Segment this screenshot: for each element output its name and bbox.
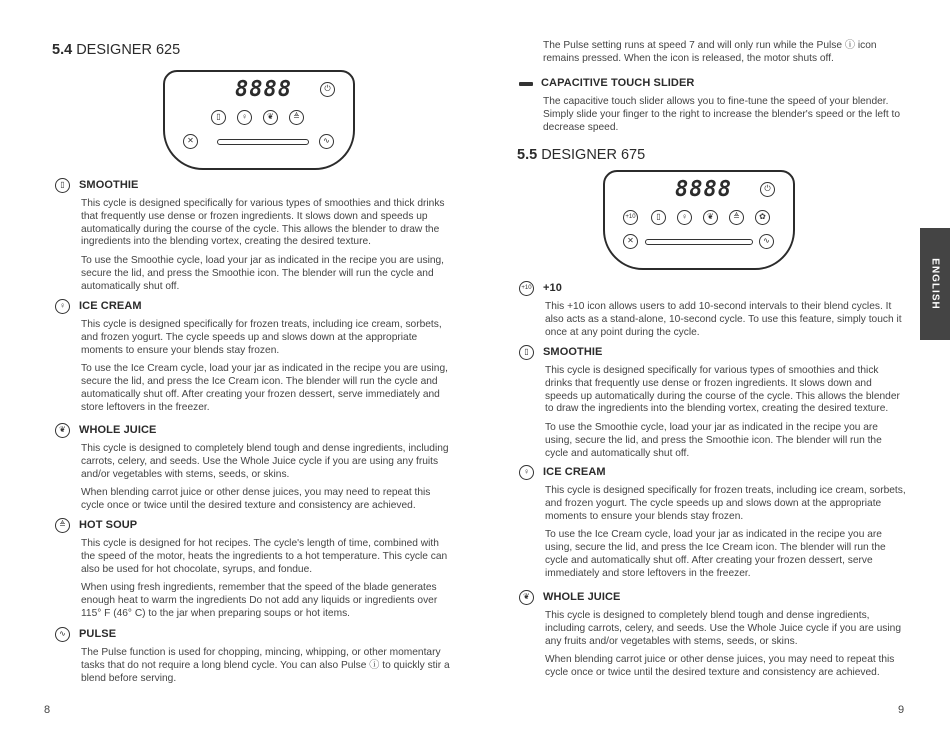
item-title: SMOOTHIE — [543, 346, 603, 358]
section-number: 5.4 — [52, 42, 73, 58]
item-text: The capacitive touch slider allows you to fine-tune the speed of your blender. Simply slide your finger to the right to increase the blender's speed or the left to decrease speed. — [543, 96, 901, 133]
item-title: PULSE — [79, 628, 117, 640]
page-number-right: 9 — [898, 704, 905, 716]
item-text: To use the Smoothie cycle, load your jar as indicated in the recipe you are using, secure the lid, and press the Smoothie icon. The blender will run the cycle and automatically shut off. — [545, 422, 882, 459]
item-text: This cycle is designed specifically for various types of smoothies and thick drinks that frequently use dense or frozen ingredients. It slows down and speeds up automatically during the course of the cycle. This allows the blender to draw the ingredients into the blending vortex, creating the desired texture. — [545, 365, 900, 415]
stop-icon: ✕ — [183, 134, 198, 149]
ice-cream-icon: ♀ — [237, 110, 252, 125]
list-item — [519, 465, 907, 581]
item-text: This cycle is designed for hot recipes. The cycle's length of time, combined with the speed of the motor, heats the ingredients to a hot temperature. This cycle can also be used for hot chocolate, syrups, and fondue. — [81, 538, 448, 575]
power-icon: ⏻ — [760, 182, 775, 197]
hot-soup-icon: ≜ — [729, 210, 744, 225]
display-readout: 8888 — [675, 177, 732, 202]
dessert-icon: ✿ — [755, 210, 770, 225]
slider-icon — [519, 82, 533, 86]
item-text: This +10 icon allows users to add 10-second intervals to their blend cycles. It also acts as a stand-alone, 10-second cycle. To use this feature, simply touch it once at any point during the cycle. — [545, 301, 902, 338]
item-text: This cycle is designed specifically for various types of smoothies and thick drinks that frequently use dense or frozen ingredients. It slows down and speeds up automatically during the course of the cycle. This allows the blender to draw the ingredients into the blending vortex, creating the desired texture. — [81, 198, 445, 248]
list-item — [519, 345, 907, 461]
smoothie-icon: ▯ — [55, 178, 70, 193]
list-item — [55, 627, 450, 685]
section-name: DESIGNER 625 — [76, 42, 181, 58]
item-text: When blending carrot juice or other dense juices, you may need to repeat this cycle once or twice until the desired texture and consistency are achieved. — [81, 487, 431, 512]
item-title: +10 — [543, 282, 562, 294]
item-title: ICE CREAM — [543, 466, 606, 478]
section-title-5-5 — [517, 147, 645, 163]
item-title: WHOLE JUICE — [79, 424, 157, 436]
item-title: CAPACITIVE TOUCH SLIDER — [541, 77, 695, 89]
designer-675-control-panel — [603, 170, 795, 270]
whole-juice-icon: ❦ — [55, 423, 70, 438]
item-title: HOT SOUP — [79, 519, 138, 531]
smoothie-icon: ▯ — [651, 210, 666, 225]
list-item — [55, 423, 450, 513]
pulse-continued — [517, 40, 907, 66]
section-name: DESIGNER 675 — [541, 147, 646, 163]
list-item — [519, 590, 907, 680]
item-text: The Pulse setting runs at speed 7 and will only run while the Pulse ⓘ icon remains pressed. When the icon is released, the motor shuts off. — [543, 40, 877, 64]
item-text: To use the Ice Cream cycle, load your jar as indicated in the recipe you are using, secure the lid, and press the Ice Cream icon. The blender will run the cycle and automatically shut off. After creating your frozen dessert, serve immediately and store leftovers in the freezer. — [545, 529, 886, 579]
pulse-icon: ∿ — [319, 134, 334, 149]
display-readout: 8888 — [235, 77, 292, 102]
ice-cream-icon: ♀ — [677, 210, 692, 225]
list-item — [55, 518, 450, 621]
stop-icon: ✕ — [623, 234, 638, 249]
item-title: ICE CREAM — [79, 300, 142, 312]
list-item — [55, 299, 450, 415]
whole-juice-icon: ❦ — [263, 110, 278, 125]
language-label: ENGLISH — [929, 258, 941, 310]
list-item — [55, 178, 450, 294]
smoothie-icon: ▯ — [519, 345, 534, 360]
pulse-icon: ∿ — [55, 627, 70, 642]
item-title: SMOOTHIE — [79, 179, 139, 191]
pulse-icon: ∿ — [759, 234, 774, 249]
plus10-icon: +10 — [623, 210, 638, 225]
item-text: When using fresh ingredients, remember that the speed of the blade generates enough heat to warm the ingredients Do not add any liquids or ingredients over 115° F (46° C) to the jar when preparing soups or hot items. — [81, 582, 438, 619]
item-text: To use the Smoothie cycle, load your jar as indicated in the recipe you are using, secure the lid, and press the Smoothie icon. The blender will run the cycle and automatically shut off. — [81, 255, 444, 292]
item-text: This cycle is designed specifically for frozen treats, including ice cream, sorbets, and frozen yogurt. The cycle speeds up and slows down at the appropriate moments to ensure your blends stay frozen. — [545, 485, 906, 522]
list-item — [517, 76, 907, 134]
ice-cream-icon: ♀ — [55, 299, 70, 314]
ice-cream-icon: ♀ — [519, 465, 534, 480]
designer-625-control-panel — [163, 70, 355, 170]
whole-juice-icon: ❦ — [703, 210, 718, 225]
section-number: 5.5 — [517, 147, 538, 163]
section-title-5-4 — [52, 42, 180, 58]
whole-juice-icon: ❦ — [519, 590, 534, 605]
item-text: To use the Ice Cream cycle, load your jar as indicated in the recipe you are using, secure the lid, and press the Ice Cream icon. The blender will run the cycle and automatically shut off. After creating your frozen dessert, serve immediately and store leftovers in the freezer. — [81, 363, 448, 413]
touch-slider — [217, 139, 309, 145]
hot-soup-icon: ≜ — [289, 110, 304, 125]
list-item — [519, 281, 907, 339]
item-text: This cycle is designed to completely blend tough and dense ingredients, including carrots, celery, and seeds. Use the Whole Juice cycle if you are using any fruits and/or vegetables with stems, seeds, or skins. — [81, 443, 449, 480]
item-title: WHOLE JUICE — [543, 591, 621, 603]
smoothie-icon: ▯ — [211, 110, 226, 125]
item-text: The Pulse function is used for chopping, mincing, whipping, or other momentary tasks that do not require a long blend cycle. You can also Pulse ⓘ to quickly stir a blend before serving. — [81, 647, 450, 684]
item-text: When blending carrot juice or other dense juices, you may need to repeat this cycle once or twice until the desired texture and consistency are achieved. — [545, 654, 895, 679]
page-number-left: 8 — [44, 704, 51, 716]
touch-slider — [645, 239, 753, 245]
plus10-icon: +10 — [519, 281, 534, 296]
hot-soup-icon: ≜ — [55, 518, 70, 533]
power-icon: ⏻ — [320, 82, 335, 97]
item-text: This cycle is designed specifically for frozen treats, including ice cream, sorbets, and frozen yogurt. The cycle speeds up and slows down at the appropriate moments to ensure your blends stay frozen. — [81, 319, 442, 356]
language-side-tab — [920, 228, 950, 340]
item-text: This cycle is designed to completely blend tough and dense ingredients, including carrots, celery, and seeds. Use the Whole Juice cycle if you are using any fruits and/or vegetables with stems, seeds, or skins. — [545, 610, 901, 647]
